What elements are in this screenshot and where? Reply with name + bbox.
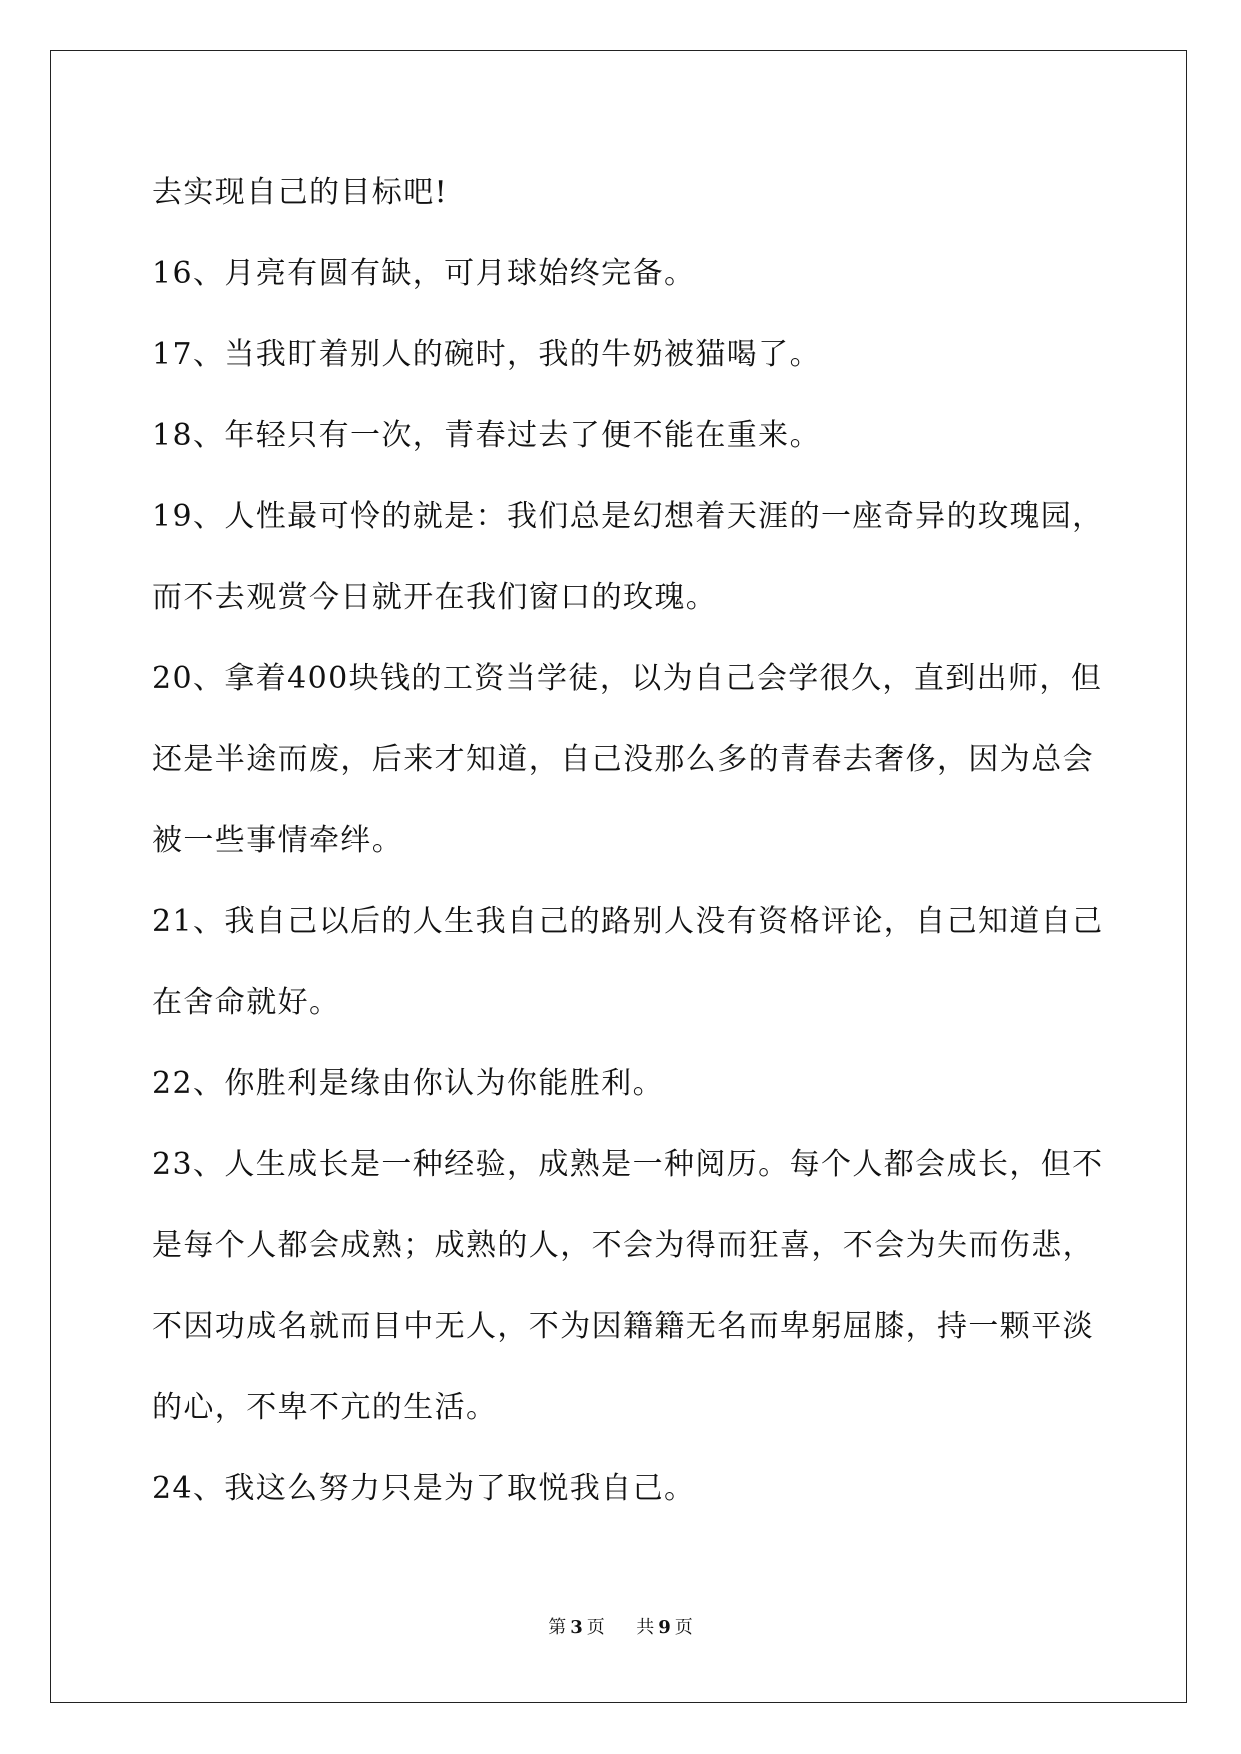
text-line: 23、人生成长是一种经验，成熟是一种阅历。每个人都会成长，但不: [152, 1147, 1104, 1182]
text-line: 19、人性最可怜的就是：我们总是幻想着天涯的一座奇异的玫瑰园，: [152, 499, 1104, 534]
text-line: 24、我这么努力只是为了取悦我自己。: [152, 1471, 696, 1506]
text-line: 17、当我盯着别人的碗时，我的牛奶被猫喝了。: [152, 337, 821, 372]
text-line: 22、你胜利是缘由你认为你能胜利。: [152, 1066, 664, 1101]
text-line: 21、我自己以后的人生我自己的路别人没有资格评论，自己知道自己: [152, 904, 1104, 939]
page-border: [50, 50, 1187, 1703]
footer-page-total: 9: [658, 1617, 671, 1638]
text-line: 的心，不卑不亢的生活。: [152, 1390, 498, 1425]
footer-page-suffix: 页: [586, 1617, 605, 1638]
text-line: 在舍命就好。: [152, 985, 341, 1020]
text-line: 16、月亮有圆有缺，可月球始终完备。: [152, 256, 696, 291]
text-line: 被一些事情牵绊。: [152, 823, 404, 858]
footer-page-current: 3: [570, 1617, 583, 1638]
text-line: 是每个人都会成熟；成熟的人，不会为得而狂喜，不会为失而伤悲，: [152, 1228, 1094, 1263]
page-footer: [0, 1616, 1241, 1640]
text-line: 18、年轻只有一次，青春过去了便不能在重来。: [152, 418, 821, 453]
footer-total-prefix: 共: [636, 1617, 655, 1638]
text-line: 不因功成名就而目中无人，不为因籍籍无名而卑躬屈膝，持一颗平淡: [152, 1309, 1094, 1344]
text-line: 20、拿着400块钱的工资当学徒，以为自己会学很久，直到出师，但: [152, 661, 1103, 696]
footer-total-suffix: 页: [674, 1617, 693, 1638]
text-line: 去实现自己的目标吧!: [152, 175, 449, 210]
footer-page-prefix: 第: [548, 1617, 567, 1638]
text-line: 还是半途而废，后来才知道，自己没那么多的青春去奢侈，因为总会: [152, 742, 1094, 777]
text-line: 而不去观赏今日就开在我们窗口的玫瑰。: [152, 580, 718, 615]
